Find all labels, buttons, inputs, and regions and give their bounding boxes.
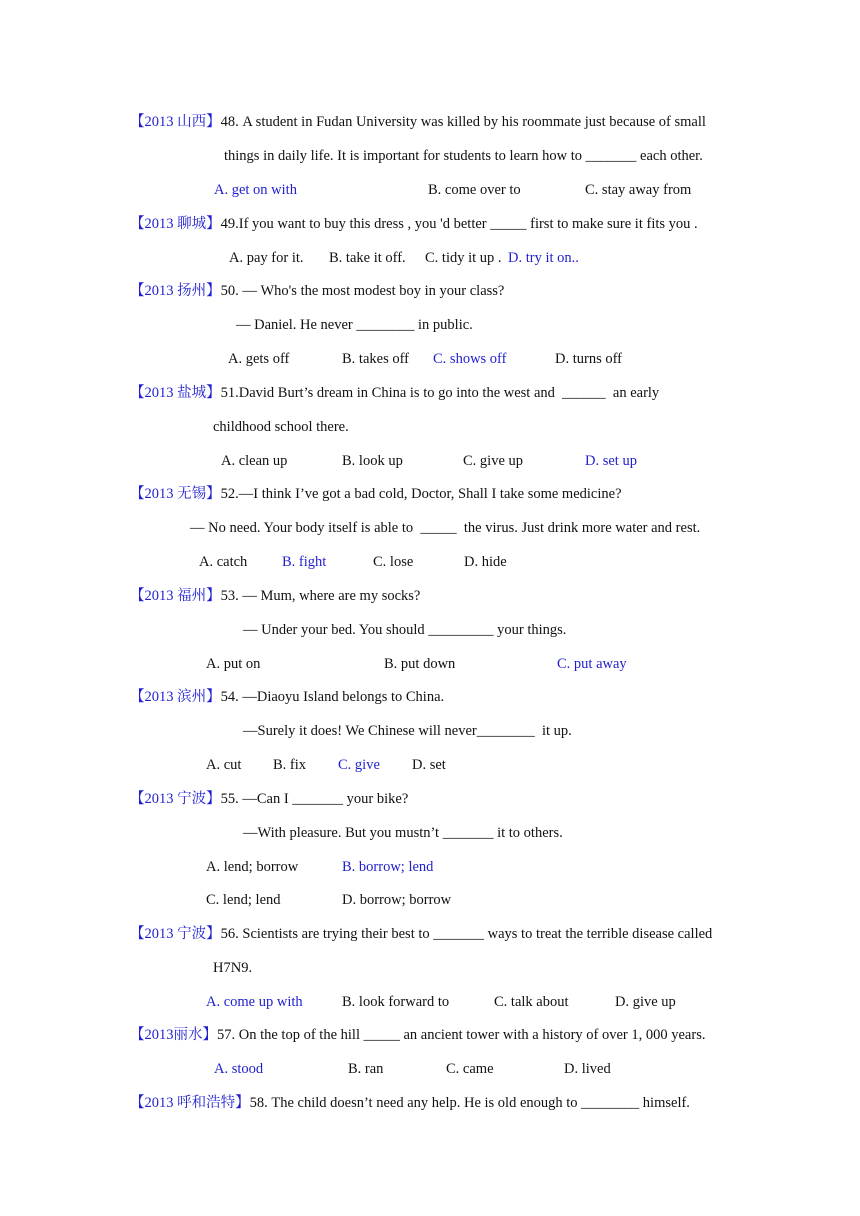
- option-53-a: A. put on: [206, 656, 261, 672]
- option-52-c: C. lose: [373, 554, 414, 570]
- source-tag: 【2013 扬州】: [130, 283, 221, 299]
- option-54-a: A. cut: [206, 757, 242, 773]
- option-57-b: B. ran: [348, 1061, 384, 1077]
- source-tag: 【2013 福州】: [130, 588, 221, 604]
- option-56-a: A. come up with: [206, 994, 303, 1010]
- question-54-line-1: 【2013 滨州】54. —Diaoyu Island belongs to China.: [130, 689, 445, 705]
- question-49-line-1: 【2013 聊城】49.If you want to buy this dress , you 'd better _____ first to make sure it fits you .: [130, 216, 698, 232]
- question-56-line-1: 【2013 宁波】56. Scientists are trying their best to _______ ways to treat the terrible disease called: [130, 926, 713, 942]
- option-51-c: C. give up: [463, 453, 524, 469]
- option-56-b: B. look forward to: [342, 994, 450, 1010]
- option-57-d: D. lived: [564, 1061, 611, 1077]
- option-55-d: D. borrow; borrow: [342, 892, 452, 908]
- source-tag: 【2013 聊城】: [130, 216, 221, 232]
- source-tag: 【2013 盐城】: [130, 385, 221, 401]
- option-50-a: A. gets off: [228, 351, 290, 367]
- option-51-b: B. look up: [342, 453, 403, 469]
- option-51-a: A. clean up: [221, 453, 288, 469]
- option-49-a: A. pay for it.: [229, 250, 304, 266]
- question-52-line-1: 【2013 无锡】52.—I think I’ve got a bad cold, Doctor, Shall I take some medicine?: [130, 486, 622, 502]
- option-52-a: A. catch: [199, 554, 248, 570]
- option-54-b: B. fix: [273, 757, 307, 773]
- option-52-b: B. fight: [282, 554, 327, 570]
- option-49-b: B. take it off.: [329, 250, 406, 266]
- option-52-d: D. hide: [464, 554, 507, 570]
- source-tag: 【2013 滨州】: [130, 689, 221, 705]
- option-57-c: C. came: [446, 1061, 494, 1077]
- option-48-c: C. stay away from: [585, 182, 692, 198]
- question-55-line-1: 【2013 宁波】55. —Can I _______ your bike?: [130, 791, 409, 807]
- option-49-c: C. tidy it up .: [425, 250, 502, 266]
- option-49-d: D. try it on..: [508, 250, 579, 266]
- question-48-line-2: things in daily life. It is important for students to learn how to _______ each other.: [224, 148, 703, 164]
- source-tag: 【2013 山西】: [130, 114, 221, 130]
- source-tag: 【2013 无锡】: [130, 486, 221, 502]
- source-tag: 【2013丽水】: [130, 1027, 217, 1043]
- option-55-a: A. lend; borrow: [206, 859, 299, 875]
- question-57-line-1: 【2013丽水】57. On the top of the hill _____ an ancient tower with a history of over 1, 000 years.: [130, 1027, 706, 1043]
- option-50-c: C. shows off: [433, 351, 507, 367]
- question-53-line-2: — Under your bed. You should _________ your things.: [243, 622, 567, 638]
- option-51-d: D. set up: [585, 453, 637, 469]
- option-50-d: D. turns off: [555, 351, 622, 367]
- question-50-line-1: 【2013 扬州】50. — Who's the most modest boy in your class?: [130, 283, 505, 299]
- option-57-a: A. stood: [214, 1061, 264, 1077]
- option-55-b: B. borrow; lend: [342, 859, 434, 875]
- question-51-line-2: childhood school there.: [213, 419, 349, 435]
- option-48-a: A. get on with: [214, 182, 297, 198]
- question-51-line-1: 【2013 盐城】51.David Burt’s dream in China is to go into the west and ______ an early: [130, 385, 660, 401]
- option-48-b: B. come over to: [428, 182, 521, 198]
- option-54-d: D. set: [412, 757, 446, 773]
- option-53-b: B. put down: [384, 656, 456, 672]
- option-56-c: C. talk about: [494, 994, 569, 1010]
- question-52-line-2: — No need. Your body itself is able to _____ the virus. Just drink more water and rest.: [190, 520, 701, 536]
- option-50-b: B. takes off: [342, 351, 409, 367]
- question-58-line-1: 【2013 呼和浩特】58. The child doesn’t need any help. He is old enough to ________ himself.: [130, 1095, 690, 1111]
- option-54-c: C. give: [338, 757, 380, 773]
- option-55-c: C. lend; lend: [206, 892, 281, 908]
- option-53-c: C. put away: [557, 656, 627, 672]
- question-56-line-2: H7N9.: [213, 960, 253, 976]
- source-tag: 【2013 宁波】: [130, 926, 221, 942]
- option-56-d: D. give up: [615, 994, 676, 1010]
- source-tag: 【2013 宁波】: [130, 791, 221, 807]
- question-55-line-2: —With pleasure. But you mustn’t _______ it to others.: [243, 825, 563, 841]
- question-54-line-2: —Surely it does! We Chinese will never________ it up.: [243, 723, 572, 739]
- question-53-line-1: 【2013 福州】53. — Mum, where are my socks?: [130, 588, 421, 604]
- question-48-line-1: 【2013 山西】48. A student in Fudan University was killed by his roommate just because of small: [130, 114, 706, 130]
- question-50-line-2: — Daniel. He never ________ in public.: [236, 317, 473, 333]
- source-tag: 【2013 呼和浩特】: [130, 1095, 250, 1111]
